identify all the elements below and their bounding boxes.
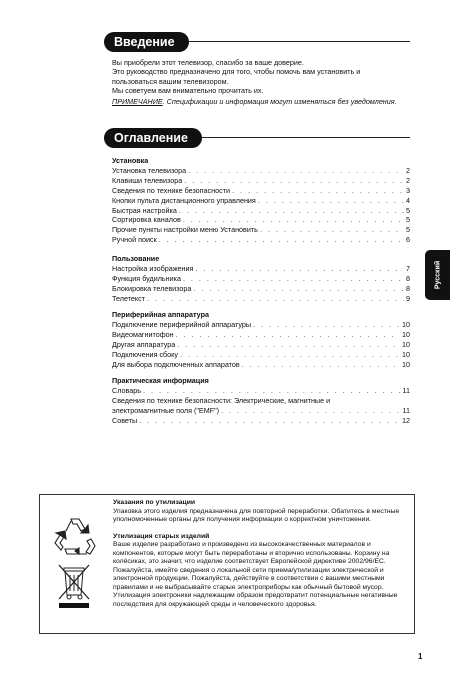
- toc-entry-page: 2: [406, 165, 410, 175]
- toc-group-usage: [112, 254, 410, 304]
- leader-dots: [253, 320, 400, 330]
- disposal-text: [113, 499, 411, 609]
- toc-entry[interactable]: [112, 176, 410, 186]
- toc-entry-page: 10: [402, 319, 410, 329]
- toc-entry[interactable]: [112, 386, 410, 396]
- toc-entry-page: 10: [402, 329, 410, 339]
- leader-dots: [177, 340, 400, 350]
- toc-entry[interactable]: [112, 166, 410, 176]
- toc-entry[interactable]: [112, 235, 410, 245]
- intro-note: [112, 97, 404, 106]
- toc-entry-label: Подключения сбоку: [112, 349, 178, 359]
- toc-entry-page: 12: [402, 415, 410, 425]
- toc-entry[interactable]: [112, 206, 410, 216]
- toc-entry-label: Сортировка каналов: [112, 215, 181, 225]
- leader-dots: [188, 166, 404, 176]
- toc-entry-page: 4: [406, 195, 410, 205]
- toc-entry-page: 5: [406, 215, 410, 225]
- toc-entry-line1[interactable]: [112, 396, 410, 406]
- toc-entry-label: Телетекст: [112, 293, 146, 303]
- toc-entry-label: Подключение периферийной аппаратуры: [112, 319, 252, 329]
- intro-heading: Введение: [104, 32, 189, 52]
- page-number: 1: [418, 652, 423, 661]
- disposal-text-old-products: Ваше изделие разработано и произведено из высококачественных материалов и компонентов, которые могут быть переработаны и вторично использованы. Корзину на колёсиках, это значит, что изделие соответствует Европейской директиве 2002/96/EC. Пожалуйста, имейте сведения о локальной сети приема/утилизации электрической и электронной продукции. Пожалуйста, действуйте в соответствии с вашими местными правилами и не выбрасывайте старые электроприборы как обычный бытовой мусор.: [113, 541, 390, 591]
- toc-group-practical: [112, 376, 410, 426]
- toc-entry-label: Блокировка телевизора: [112, 283, 192, 293]
- leader-dots: [183, 274, 404, 284]
- toc-entry[interactable]: [112, 360, 410, 370]
- leader-dots: [221, 406, 400, 416]
- toc-entry[interactable]: [112, 284, 410, 294]
- toc-entry[interactable]: [112, 274, 410, 284]
- language-tab: [425, 250, 450, 300]
- leader-dots: [258, 196, 404, 206]
- toc-entry-page: 11: [402, 385, 410, 395]
- toc-entry-label: Кнопки пульта дистанционного управления: [112, 195, 256, 205]
- disposal-title-packaging: Указания по утилизации: [113, 499, 196, 506]
- note-text: . Спецификации и информация могут изменяться без уведомления.: [162, 96, 397, 106]
- intro-line: Мы советуем вам внимательно прочитать их.: [112, 86, 264, 96]
- toc-group-peripherals: [112, 310, 410, 369]
- toc-entry-label: Советы: [112, 415, 138, 425]
- crossed-bin-icon: [55, 561, 93, 609]
- leader-dots: [242, 360, 400, 370]
- toc-entry-page: 10: [402, 349, 410, 359]
- toc-entry[interactable]: [112, 320, 410, 330]
- toc-entry-page: 8: [406, 273, 410, 283]
- toc-entry-label: Установка телевизора: [112, 165, 187, 175]
- toc-group-title: Пользование: [112, 254, 160, 263]
- toc-entry[interactable]: [112, 196, 410, 206]
- toc-entry-label: Прочие пункты настройки меню Установить: [112, 225, 258, 235]
- toc-entry-page: 7: [406, 263, 410, 273]
- toc-entry[interactable]: [112, 330, 410, 340]
- intro-line: Это руководство предназначено для того, чтобы помочь вам установить и пользоваться вашим телевизором.: [112, 67, 361, 86]
- toc-entry[interactable]: [112, 225, 410, 235]
- leader-dots: [184, 176, 404, 186]
- toc-entry-page: 3: [406, 185, 410, 195]
- toc-entry[interactable]: [112, 264, 410, 274]
- leader-dots: [195, 264, 404, 274]
- toc-group-setup: [112, 156, 410, 245]
- leader-dots: [139, 416, 400, 426]
- disposal-text-packaging: Упаковка этого изделия предназначена для повторной переработки. Обатитесь в местные уполномоченные органы для получения информации о корректном уничтожении.: [113, 507, 400, 523]
- toc-entry-page: 8: [406, 283, 410, 293]
- toc-group-title: Практическая информация: [112, 376, 209, 385]
- leader-dots: [159, 235, 404, 245]
- disposal-box: [39, 494, 415, 634]
- intro-text: [112, 58, 404, 106]
- leader-dots: [183, 215, 404, 225]
- toc-entry[interactable]: [112, 406, 410, 416]
- leader-dots: [193, 284, 404, 294]
- toc-entry[interactable]: [112, 186, 410, 196]
- toc-entry-label: Функция будильника: [112, 273, 181, 283]
- leader-dots: [147, 294, 404, 304]
- toc-entry-page: 9: [406, 293, 410, 303]
- leader-dots: [176, 330, 400, 340]
- leader-dots: [179, 206, 404, 216]
- toc-entry-label: Настройка изображения: [112, 263, 194, 273]
- toc-group-title: Установка: [112, 156, 149, 165]
- leader-dots: [143, 386, 401, 396]
- toc-entry-label: Словарь: [112, 385, 141, 395]
- toc-entry[interactable]: [112, 215, 410, 225]
- toc-entry-page: 5: [406, 205, 410, 215]
- toc-heading: Оглавление: [104, 128, 202, 148]
- toc-group-title: Периферийная аппаратура: [112, 310, 209, 319]
- toc-entry-page: 6: [406, 235, 410, 245]
- toc-entry[interactable]: [112, 340, 410, 350]
- disposal-title-old-products: Утилизация старых изделий: [113, 532, 210, 540]
- toc-entry[interactable]: [112, 416, 410, 426]
- disposal-text-consequences: Утилизация электроники надлежащим образом предотвратит потенциальные негативные последствия для окружающей среды и человеческого здоровья.: [113, 592, 398, 608]
- toc-entry-label: Сведения по технике безопасности: [112, 185, 231, 195]
- toc-entry-label: Другая аппаратура: [112, 339, 176, 349]
- toc-entry-label: электромагнитные поля ("EMF"): [112, 405, 220, 415]
- note-label: ПРИМЕЧАНИЕ: [112, 96, 163, 106]
- leader-dots: [260, 225, 404, 235]
- toc-entry-page: 11: [402, 405, 410, 415]
- toc-entry-label: Для выбора подключенных аппаратов: [112, 359, 240, 369]
- toc-entry-page: 10: [402, 339, 410, 349]
- toc-entry-label: Ручной поиск: [112, 235, 157, 245]
- recycle-icon: [51, 513, 99, 559]
- toc-entry[interactable]: [112, 350, 410, 360]
- toc-entry-page: 2: [406, 175, 410, 185]
- language-tab-label: Русский: [434, 260, 441, 290]
- toc-entry-page: 5: [406, 225, 410, 235]
- intro-line: Вы приобрели этот телевизор, спасибо за ваше доверие.: [112, 58, 304, 67]
- toc-entry-label: Видеомагнитофон: [112, 329, 174, 339]
- leader-dots: [232, 186, 404, 196]
- toc-entry[interactable]: [112, 294, 410, 304]
- toc-entry-label: Клавиши телевизора: [112, 175, 183, 185]
- leader-dots: [180, 350, 400, 360]
- toc-entry-label: Быстрая настройка: [112, 205, 177, 215]
- toc-entry-label: Сведения по технике безопасности: Электрические, магнитные и: [112, 395, 331, 405]
- toc-entry-page: 10: [402, 359, 410, 369]
